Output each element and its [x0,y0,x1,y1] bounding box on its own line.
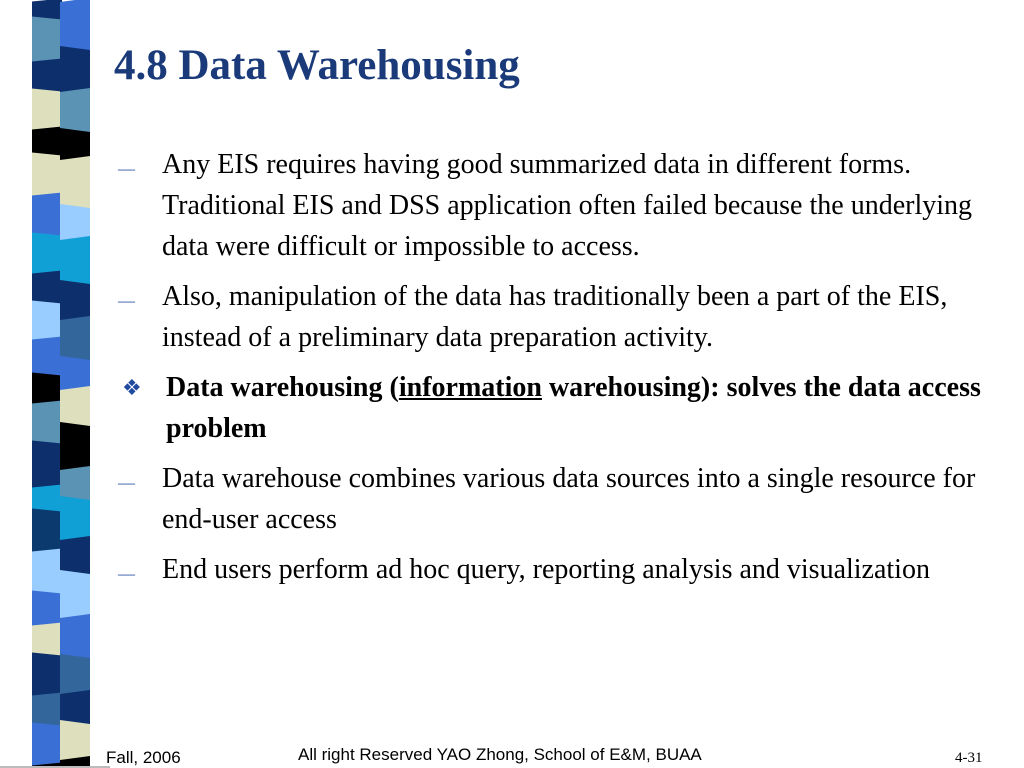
stripe-segment [60,570,90,619]
bullet-item-2 [116,276,996,358]
stripe-segment [60,46,90,93]
stripe-segment [32,17,62,63]
stripe-segment [32,59,62,93]
stripe-segment [32,693,62,727]
stripe-segment [60,720,90,761]
bullet-item-3 [116,367,996,449]
bullet-item-4 [116,458,996,540]
diamond-bullet-icon: ❖ [122,375,142,400]
bullet-text: End users perform ad hoc query, reporting analysis and visualization [162,554,930,585]
stripe-graphic [0,0,110,768]
decorative-stripe-bar [0,0,110,768]
stripe-segment [60,466,90,501]
underlined-term: information [398,372,542,403]
bullet-text-part: Data warehousing ( [166,372,399,403]
stripe-segment [60,422,90,471]
stripe-segment [32,623,62,657]
page-number: 4-31 [955,750,983,766]
stripe-segment [32,723,62,767]
bullet-text: Any EIS requires having good summarized data in different forms. Traditional EIS and DSS application often failed because the underlying data were difficult or impossible to access. [162,149,973,262]
stripe-segment [60,496,90,541]
stripe-segment [32,549,62,595]
stripe-segment [60,316,90,361]
bullet-text: Data warehouse combines various data sources into a single resource for end-user access [162,463,976,535]
stripe-segment [60,204,90,241]
bullet-item-1 [116,144,996,267]
stripe-segment [32,271,62,305]
bullet-text-bold [166,367,996,449]
stripe-segment [60,88,90,133]
stripe-segment [60,690,90,725]
stripe-segment [32,591,62,627]
stripe-segment [32,401,62,445]
stripe-segment [32,373,62,405]
dash-bullet-icon: — [118,159,135,178]
stripe-segment [60,0,90,51]
footer-date: Fall, 2006 [106,748,181,767]
dash-bullet-icon: — [118,473,135,492]
dash-bullet-icon: — [118,291,135,310]
stripe-segment [32,337,62,377]
stripe-segment [32,233,62,275]
stripe-segment [32,441,62,489]
stripe-segment [60,156,90,209]
bullet-text: Also, manipulation of the data has traditionally been a part of the EIS, instead of a preliminary data preparation activity. [162,281,948,353]
stripe-segment [32,89,62,131]
stripe-segment [32,153,62,197]
stripe-segment [60,536,90,575]
stripe-segment [32,485,62,513]
stripe-segment [32,127,62,157]
stripe-segment [60,654,90,695]
stripe-segment [60,614,90,659]
stripe-segment [60,356,90,391]
slide-title: 4.8 Data Warehousing [114,42,520,89]
bullet-item-5 [116,549,996,594]
footer-copyright: All right Reserved YAO Zhong, School of E&M, BUAA [298,745,702,764]
stripe-segment [60,386,90,427]
stripe-segment [60,280,90,321]
stripe-segment [60,128,90,161]
stripe-segment [32,653,62,697]
stripe-segment [32,509,62,553]
stripe-segment [60,236,90,285]
bullet-text-part: warehousing): solves the data access problem [166,372,981,444]
stripe-segment [32,301,62,341]
bullet-list [116,144,996,594]
dash-bullet-icon: — [118,564,135,583]
stripe-segment [32,193,62,237]
